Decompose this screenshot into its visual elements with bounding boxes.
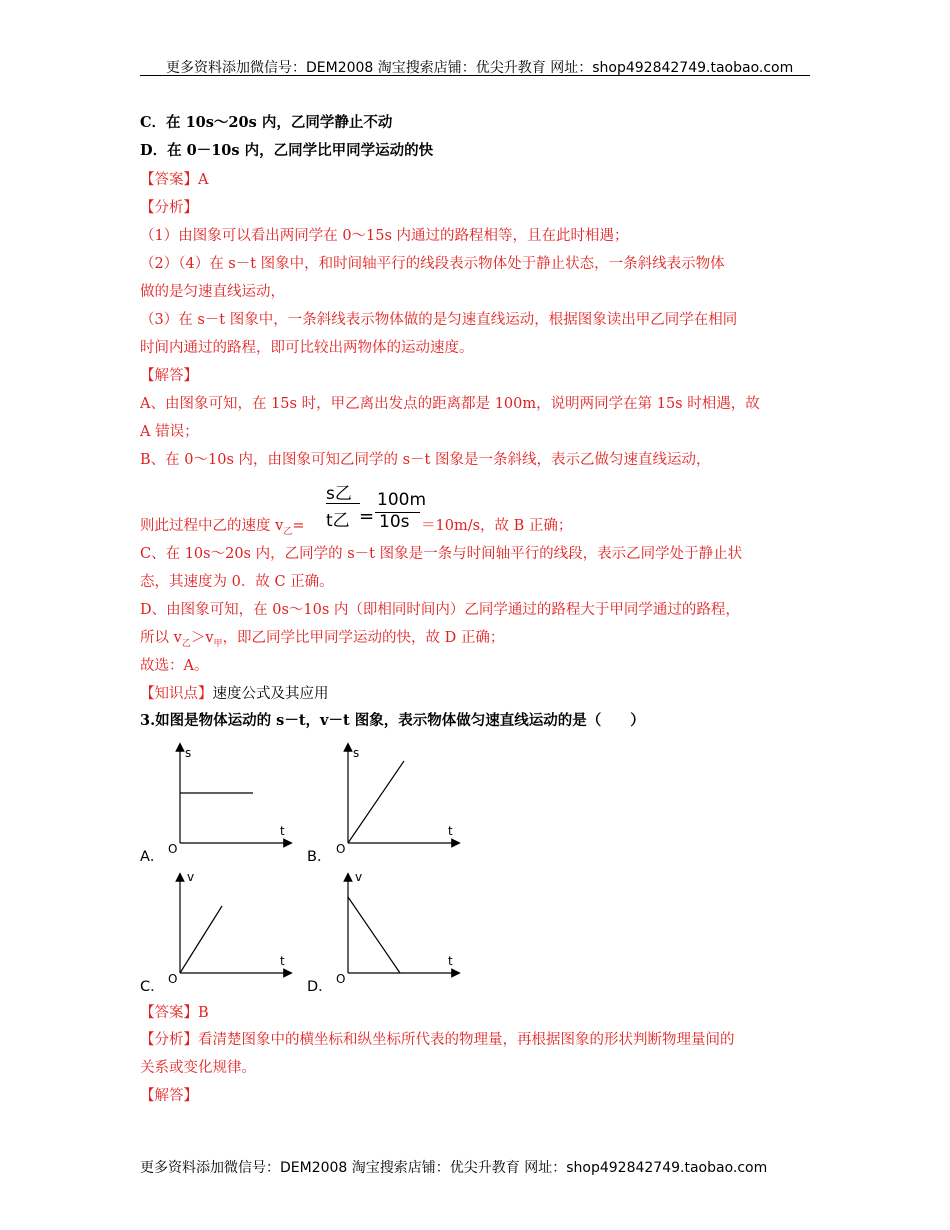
- frac1-numerator: s乙: [326, 484, 352, 504]
- q2-solution-c1: C、在 10s～20s 内，乙同学的 s－t 图象是一条与时间轴平行的线段，表示乙同学处于静止状: [140, 546, 743, 562]
- graph-a-origin: O: [168, 842, 178, 855]
- graph-d-ylabel: v: [355, 870, 363, 884]
- q2-solution-c2: 态，其速度为 0．故 C 正确。: [140, 574, 334, 590]
- frac2-denominator: 10s: [379, 512, 410, 532]
- q3-analysis-2: 关系或变化规律。: [140, 1060, 256, 1076]
- q2-solution-d2: [140, 628, 504, 654]
- q3-analysis-label: 【分析】: [140, 1032, 198, 1048]
- d2-mid: ＞v: [190, 630, 214, 646]
- graph-b-ylabel: s: [353, 746, 360, 760]
- graph-c-origin: O: [168, 972, 178, 985]
- graph-d-origin: O: [336, 972, 346, 985]
- q2-answer: 【答案】A: [140, 172, 209, 188]
- q2-analysis-2a: （2）（4）在 s－t 图象中，和时间轴平行的线段表示物体处于静止状态，一条斜线表示物体: [140, 256, 725, 272]
- q3-answer-value: B: [198, 1005, 209, 1021]
- graph-c-xlabel: t: [280, 954, 285, 968]
- frac1-denominator: t乙: [326, 511, 350, 531]
- graph-b-line: [348, 761, 404, 843]
- d2-post: ，即乙同学比甲同学运动的快，故 D 正确；: [222, 630, 505, 646]
- graph-c: [160, 865, 300, 985]
- graph-a-ylabel: s: [185, 746, 192, 760]
- q3-solution-label: 【解答】: [140, 1088, 198, 1104]
- graph-b-label: B．: [307, 849, 332, 865]
- q2-option-d: D．在 0－10s 内，乙同学比甲同学运动的快: [140, 142, 434, 159]
- frac2-numerator: 100m: [377, 490, 427, 510]
- q2-knowledge: [140, 684, 329, 704]
- graph-b-xlabel: t: [448, 824, 453, 838]
- speed-prefix: 则此过程中乙的速度 v: [140, 518, 284, 534]
- q2-solution-label: 【解答】: [140, 368, 198, 384]
- q2-option-c: C．在 10s～20s 内，乙同学静止不动: [140, 114, 393, 131]
- frac1-bar: [326, 503, 360, 504]
- d2-sub1: 乙: [181, 638, 191, 649]
- graph-d: [328, 865, 468, 985]
- graph-a-label: A．: [140, 849, 165, 865]
- speed-equals: =: [292, 518, 305, 534]
- graph-c-line: [180, 906, 222, 973]
- knowledge-label: 【知识点】: [140, 686, 213, 702]
- q2-analysis-label: 【分析】: [140, 200, 198, 216]
- q3-answer-label: 【答案】: [140, 1005, 198, 1021]
- d2-prefix: 所以 v: [140, 630, 182, 646]
- q2-solution-a1: A、由图象可知，在 15s 时，甲乙离出发点的距离都是 100m，说明两同学在第 15s 时相遇，故: [140, 396, 760, 412]
- q2-choice: 故选：A。: [140, 658, 209, 674]
- graph-d-line: [348, 897, 400, 973]
- q3-analysis-1: [140, 1030, 735, 1050]
- page-header: 更多资料添加微信号：DEM2008 淘宝搜索店铺：优尖升教育 网址：shop492842749.taobao.com: [166, 60, 794, 76]
- page-footer: 更多资料添加微信号：DEM2008 淘宝搜索店铺：优尖升教育 网址：shop492842749.taobao.com: [140, 1160, 768, 1176]
- q3-answer: [140, 1003, 209, 1023]
- speed-result: ＝10m/s，故 B 正确；: [421, 518, 573, 534]
- graph-a-xlabel: t: [280, 824, 285, 838]
- knowledge-text: 速度公式及其应用: [212, 686, 329, 702]
- header-divider: [140, 75, 810, 76]
- d2-sub2: 甲: [213, 638, 223, 649]
- q3-analysis-text: 看清楚图象中的横坐标和纵坐标所代表的物理量，再根据图象的形状判断物理量间的: [198, 1032, 735, 1048]
- q2-analysis-2b: 做的是匀速直线运动，: [140, 284, 285, 300]
- q2-solution-a2: A 错误；: [140, 424, 199, 440]
- graph-b-origin: O: [336, 842, 346, 855]
- q2-solution-d1: D、由图象可知，在 0s～10s 内（即相同时间内）乙同学通过的路程大于甲同学通过的路程，: [140, 602, 740, 618]
- speed-subscript: 乙: [283, 526, 293, 537]
- graph-b: [328, 735, 468, 855]
- graph-c-label: C．: [140, 979, 165, 995]
- q2-solution-b1: B、在 0～10s 内，由图象可知乙同学的 s－t 图象是一条斜线，表示乙做匀速直线运动，: [140, 452, 711, 468]
- q3-stem: 3.如图是物体运动的 s－t，v－t 图象，表示物体做匀速直线运动的是（ ）: [140, 712, 645, 729]
- graph-d-label: D．: [307, 979, 333, 995]
- graph-d-xlabel: t: [448, 954, 453, 968]
- q2-analysis-1: （1）由图象可以看出两同学在 0～15s 内通过的路程相等，且在此时相遇；: [140, 228, 629, 244]
- q2-analysis-3b: 时间内通过的路程，即可比较出两物体的运动速度。: [140, 340, 474, 356]
- q2-analysis-3a: （3）在 s－t 图象中，一条斜线表示物体做的是匀速直线运动，根据图象读出甲乙同学在相同: [140, 312, 738, 328]
- graph-a: [160, 735, 300, 855]
- graph-c-ylabel: v: [187, 870, 195, 884]
- frac-equals: =: [359, 506, 375, 527]
